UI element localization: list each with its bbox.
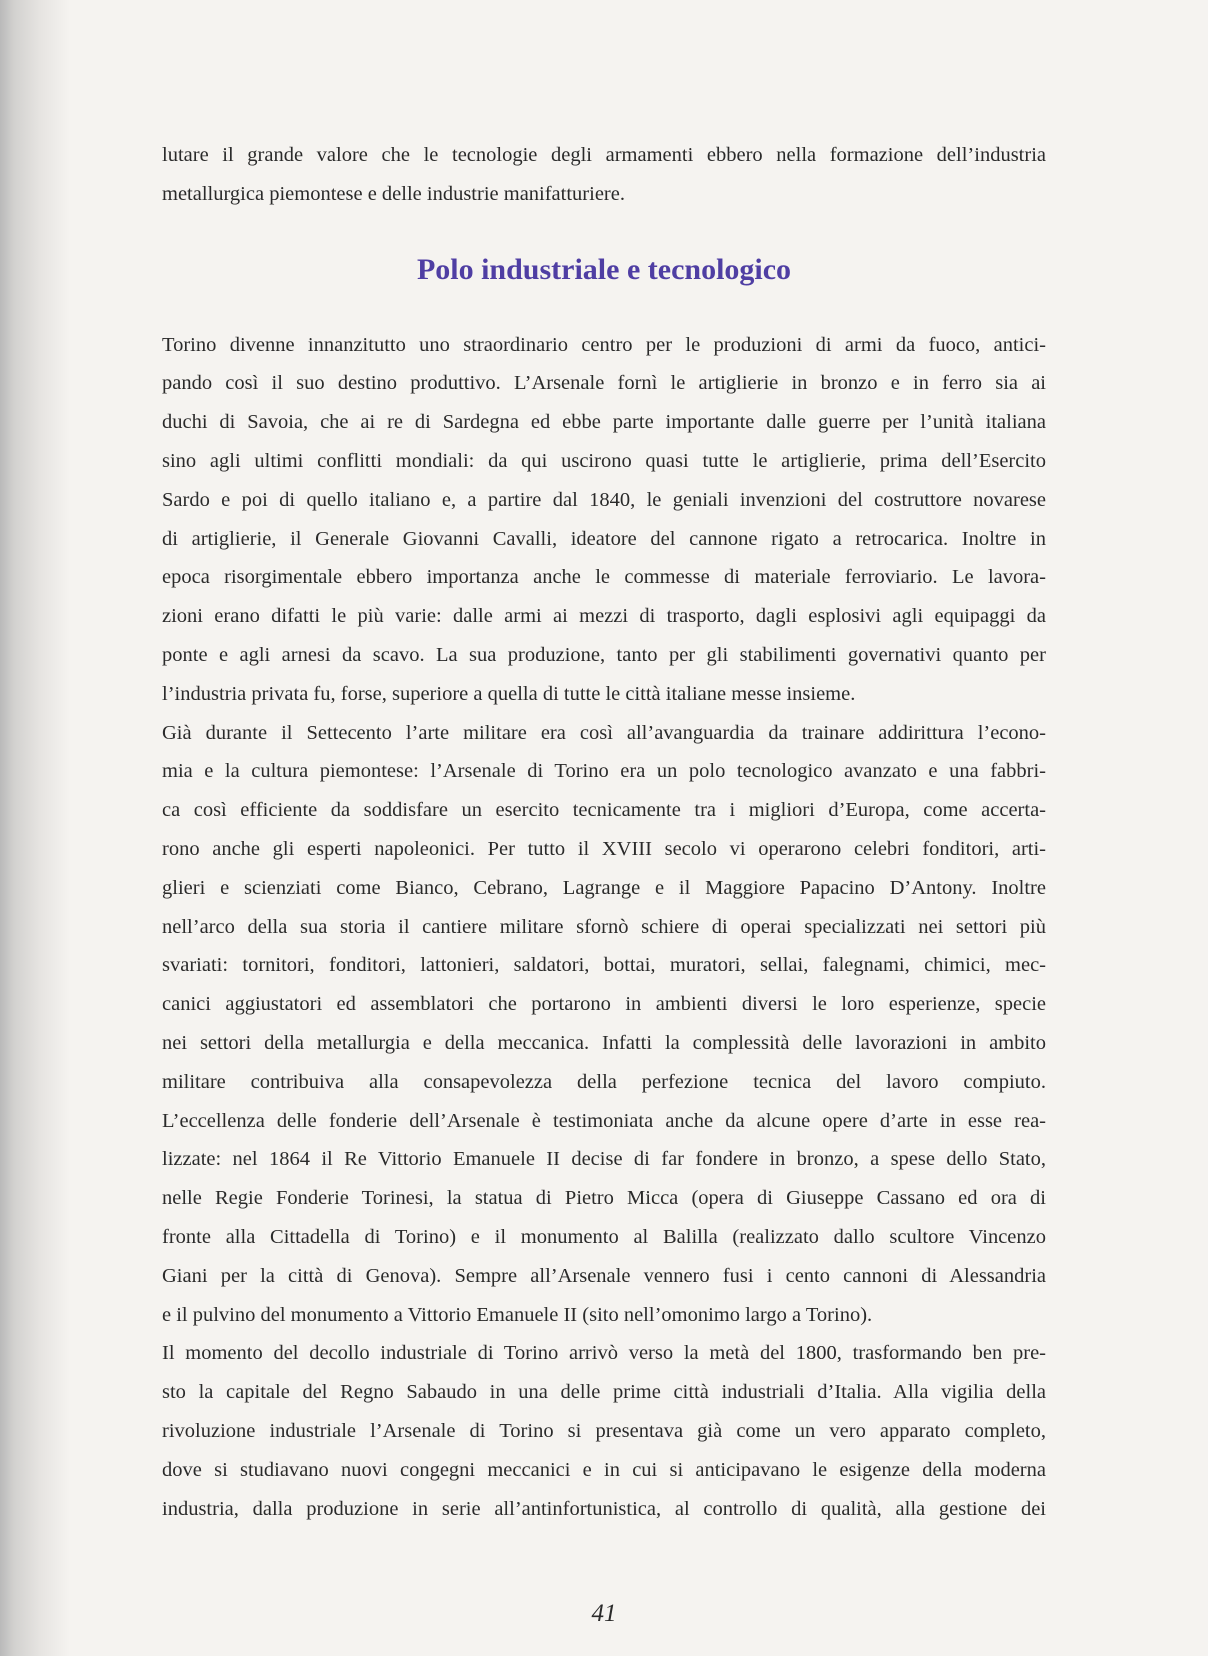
text-line: l’industria privata fu, forse, superiore a quella di tutte le città italiane messe insieme. bbox=[162, 682, 856, 705]
text-line: dove si studiavano nuovi congegni meccanici e in cui si anticipavano le esigenze della moderna bbox=[162, 1458, 1046, 1481]
body-paragraph-3 bbox=[162, 1334, 1046, 1528]
text-line: sino agli ultimi conflitti mondiali: da qui uscirono quasi tutte le artiglierie, prima dell’Esercito bbox=[162, 449, 1046, 472]
text-line: Giani per la città di Genova). Sempre all’Arsenale vennero fusi i cento cannoni di Alessandria bbox=[162, 1264, 1046, 1287]
text-line: rono anche gli esperti napoleonici. Per tutto il XVIII secolo vi operarono celebri fonditori, arti- bbox=[162, 837, 1046, 860]
text-line: mia e la cultura piemontese: l’Arsenale di Torino era un polo tecnologico avanzato e una fabbri- bbox=[162, 760, 1046, 783]
text-line: rivoluzione industriale l’Arsenale di Torino si presentava già come un vero apparato completo, bbox=[162, 1419, 1046, 1442]
text-line: e il pulvino del monumento a Vittorio Emanuele II (sito nell’omonimo largo a Torino). bbox=[162, 1303, 873, 1326]
text-line: duchi di Savoia, che ai re di Sardegna ed ebbe parte importante dalle guerre per l’unità italiana bbox=[162, 411, 1046, 434]
page-number: 41 bbox=[591, 1600, 617, 1627]
intro-paragraph bbox=[162, 136, 1046, 214]
text-line: glieri e scienziati come Bianco, Cebrano, Lagrange e il Maggiore Papacino D’Antony. Inoltre bbox=[162, 876, 1046, 899]
text-line: di artiglierie, il Generale Giovanni Cavalli, ideatore del cannone rigato a retrocarica. Inoltre in bbox=[162, 527, 1046, 550]
body-paragraph-2 bbox=[162, 714, 1046, 1335]
text-line: epoca risorgimentale ebbero importanza anche le commesse di materiale ferroviario. Le lavora- bbox=[162, 566, 1046, 589]
text-line: industria, dalla produzione in serie all’antinfortunistica, al controllo di qualità, alla gestione dei bbox=[162, 1497, 1046, 1520]
text-line: sto la capitale del Regno Sabaudo in una delle prime città industriali d’Italia. Alla vigilia della bbox=[162, 1381, 1046, 1404]
text-line: zioni erano difatti le più varie: dalle armi ai mezzi di trasporto, dagli esplosivi agli equipaggi da bbox=[162, 605, 1046, 628]
text-line: pando così il suo destino produttivo. L’Arsenale fornì le artiglierie in bronzo e in ferro sia ai bbox=[162, 372, 1046, 395]
text-line: canici aggiustatori ed assemblatori che portarono in ambienti diversi le loro esperienze, specie bbox=[162, 993, 1046, 1016]
text-line: ca così efficiente da soddisfare un esercito tecnicamente tra i migliori d’Europa, come accerta- bbox=[162, 799, 1046, 822]
text-line: Il momento del decollo industriale di Torino arrivò verso la metà del 1800, trasformando ben pre- bbox=[162, 1342, 1046, 1365]
text-line: metallurgica piemontese e delle industrie manifatturiere. bbox=[162, 182, 625, 205]
text-line: svariati: tornitori, fonditori, lattonieri, saldatori, bottai, muratori, sellai, falegnami, chimici, mec- bbox=[162, 954, 1046, 977]
text-line: militare contribuiva alla consapevolezza della perfezione tecnica del lavoro compiuto. bbox=[162, 1070, 1046, 1093]
section-heading: Polo industriale e tecnologico bbox=[416, 252, 792, 286]
text-line: lutare il grande valore che le tecnologie degli armamenti ebbero nella formazione dell’industria bbox=[162, 144, 1046, 166]
text-line: Torino divenne innanzitutto uno straordinario centro per le produzioni di armi da fuoco, antici- bbox=[162, 333, 1046, 356]
text-line: Sardo e poi di quello italiano e, a partire dal 1840, le geniali invenzioni del costruttore novarese bbox=[162, 488, 1046, 511]
text-line: nei settori della metallurgia e della meccanica. Infatti la complessità delle lavorazioni in ambito bbox=[162, 1031, 1046, 1054]
body-paragraph-1 bbox=[162, 326, 1046, 714]
text-line: lizzate: nel 1864 il Re Vittorio Emanuele II decise di far fondere in bronzo, a spese dello Stato, bbox=[162, 1148, 1046, 1171]
text-line: Già durante il Settecento l’arte militare era così all’avanguardia da trainare addirittura l’econo- bbox=[162, 721, 1046, 744]
text-line: nelle Regie Fonderie Torinesi, la statua di Pietro Micca (opera di Giuseppe Cassano ed ora di bbox=[162, 1187, 1046, 1210]
text-line: ponte e agli arnesi da scavo. La sua produzione, tanto per gli stabilimenti governativi quanto per bbox=[162, 643, 1046, 666]
binding-gutter-shadow bbox=[0, 0, 70, 1656]
text-line: nell’arco della sua storia il cantiere militare sfornò schiere di operai specializzati nei settori più bbox=[162, 915, 1046, 938]
text-line: fronte alla Cittadella di Torino) e il monumento al Balilla (realizzato dallo scultore Vincenzo bbox=[162, 1225, 1046, 1248]
page-text bbox=[162, 136, 1046, 1528]
text-line: L’eccellenza delle fonderie dell’Arsenale è testimoniata anche da alcune opere d’arte in esse rea- bbox=[162, 1109, 1046, 1132]
